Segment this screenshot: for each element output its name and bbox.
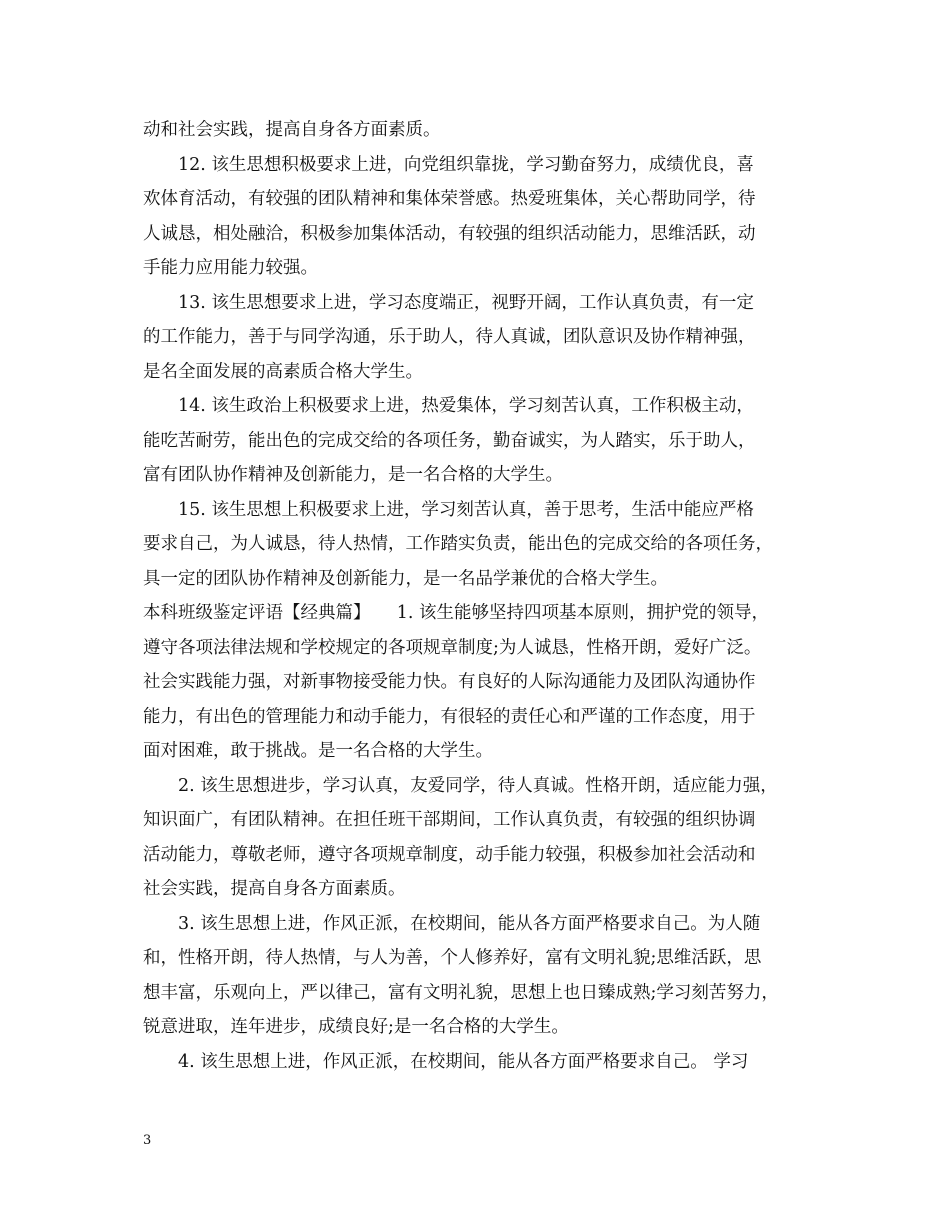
text-line: 是名全面发展的高素质合格大学生。 (143, 361, 423, 382)
text-line: 社会实践，提高自身各方面素质。 (143, 879, 406, 899)
text-line: 能力，有出色的管理能力和动手能力，有很轻的责任心和严谨的工作态度，用于 (143, 706, 756, 727)
text-line: 14. 该生政治上积极要求上进，热爱集体，学习刻苦认真，工作积极主动， (178, 396, 754, 416)
text-line: 3. 该生思想上进，作风正派，在校期间，能从各方面严格要求自己。为人随 (178, 913, 761, 934)
text-line: 人诚恳，相处融洽，积极参加集体活动，有较强的组织活动能力，思维活跃，动 (143, 223, 756, 244)
text-line: 锐意进取，连年进步，成绩良好;是一名合格的大学生。 (143, 1017, 569, 1037)
page-number: 3 (143, 1133, 152, 1148)
text-line: 12. 该生思想积极要求上进，向党组织靠拢，学习勤奋努力，成绩优良，喜 (178, 154, 754, 175)
text-line: 动和社会实践，提高自身各方面素质。 (143, 120, 441, 140)
text-line: 面对困难，敢于挑战。是一名合格的大学生。 (143, 741, 493, 761)
text-line: 富有团队协作精神及创新能力，是一名合格的大学生。 (143, 465, 563, 485)
text-line: 欢体育活动，有较强的团队精神和集体荣誉感。热爱班集体，关心帮助同学，待 (143, 189, 756, 209)
text-line: 的工作能力，善于与同学沟通，乐于助人，待人真诚，团队意识及协作精神强， (143, 327, 756, 347)
text-line: 13. 该生思想要求上进，学习态度端正，视野开阔，工作认真负责，有一定 (178, 292, 754, 313)
document-body (143, 113, 813, 1079)
text-line: 15. 该生思想上积极要求上进，学习刻苦认真，善于思考，生活中能应严格 (178, 499, 754, 520)
text-line: 社会实践能力强，对新事物接受能力快。有良好的人际沟通能力及团队沟通协作 (143, 672, 756, 692)
text-line: 知识面广，有团队精神。在担任班干部期间，工作认真负责，有较强的组织协调 (143, 810, 756, 830)
text-line: 手能力应用能力较强。 (143, 258, 318, 278)
text-line: 和，性格开朗，待人热情，与人为善，个人修养好，富有文明礼貌;思维活跃，思 (143, 948, 762, 968)
text-line: 2. 该生思想进步，学习认真，友爱同学，待人真诚。性格开朗，适应能力强， (178, 775, 778, 796)
text-line: 活动能力，尊敬老师，遵守各项规章制度，动手能力较强，积极参加社会活动和 (143, 844, 756, 865)
section-heading-line: 本科班级鉴定评语【经典篇】 1. 该生能够坚持四项基本原则，拥护党的领导， (143, 603, 770, 623)
text-line: 要求自己，为人诚恳，待人热情，工作踏实负责，能出色的完成交给的各项任务， (143, 534, 773, 554)
text-line: 4. 该生思想上进，作风正派，在校期间，能从各方面严格要求自己。 学习 (178, 1051, 749, 1072)
text-line: 想丰富，乐观向上，严以律己，富有文明礼貌，思想上也日臻成熟;学习刻苦努力， (143, 982, 779, 1003)
text-line: 具一定的团队协作精神及创新能力，是一名品学兼优的合格大学生。 (143, 568, 668, 589)
text-line: 能吃苦耐劳，能出色的完成交给的各项任务，勤奋诚实，为人踏实，乐于助人， (143, 430, 756, 451)
text-line: 遵守各项法律法规和学校规定的各项规章制度;为人诚恳，性格开朗，爱好广泛。 (143, 637, 762, 658)
